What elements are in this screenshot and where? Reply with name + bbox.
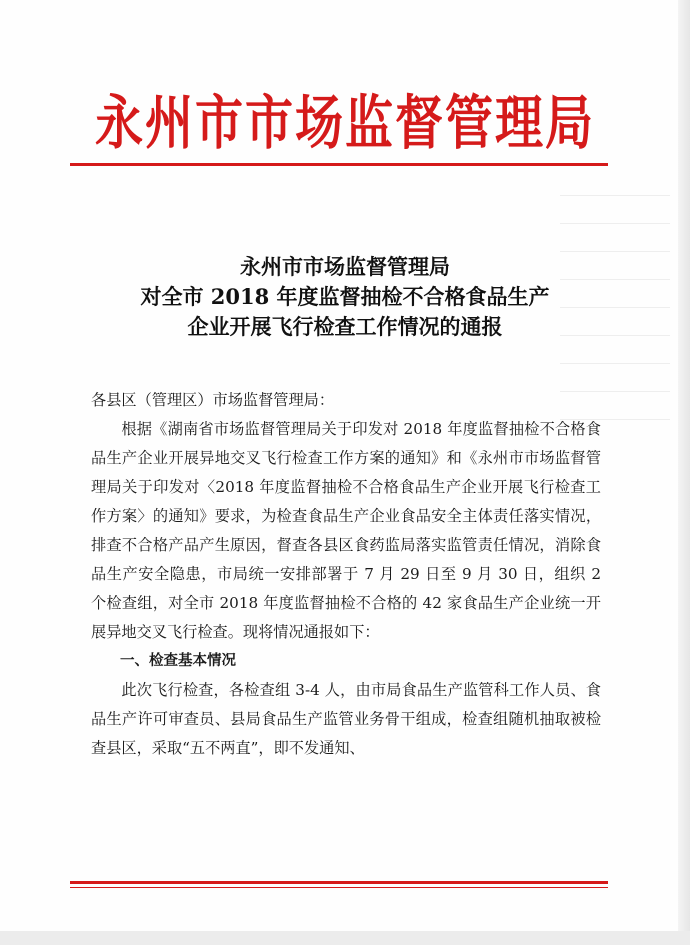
paragraph-intro: 根据《湖南省市场监督管理局关于印发对 2018 年度监督抽检不合格食品生产企业开展异地交叉飞行检查工作方案的通知》和《永州市市场监督管理局关于印发对〈2018 年度监督抽检不合格食品生产企业开展飞行检查工作方案〉的通知》要求，为检查食品生产企业食品安全主体责任落实情况，排查不合格产品产生原因，督查各县区食药监局落实监管责任情况，消除食品生产安全隐患，市局统一安排部署于 7 月 29 日至 9 月 30 日，组织 2 个检查组，对全市 2018 年度监督抽检不合格的 42 家食品生产企业统一开展异地交叉飞行检查。现将情况通报如下： [91,420,601,641]
footer-red-rule-thin [70,887,608,888]
footer-red-rule [70,881,608,884]
salutation: 各县区（管理区）市场监督管理局： [91,391,334,409]
document-title [80,252,610,342]
letterhead-title: 永州市市场监督管理局 [94,89,595,158]
document-body [91,386,601,763]
title-line-3: 企业开展飞行检查工作情况的通报 [187,314,503,339]
section-heading: 一、检查基本情况 [120,653,236,669]
title-line-1: 永州市市场监督管理局 [240,254,450,279]
paragraph-inspection: 此次飞行检查，各检查组 3-4 人，由市局食品生产监管科工作人员、食品生产许可审查员、县局食品生产监管业务骨干组成，检查组随机抽取被检查县区，采取“五不两直”，即不发通知、 [91,681,601,757]
title-line-2: 对全市 2018 年度监督抽检不合格食品生产 [140,284,550,309]
page-bottom-edge [0,931,690,945]
letterhead-red-rule [70,163,608,166]
